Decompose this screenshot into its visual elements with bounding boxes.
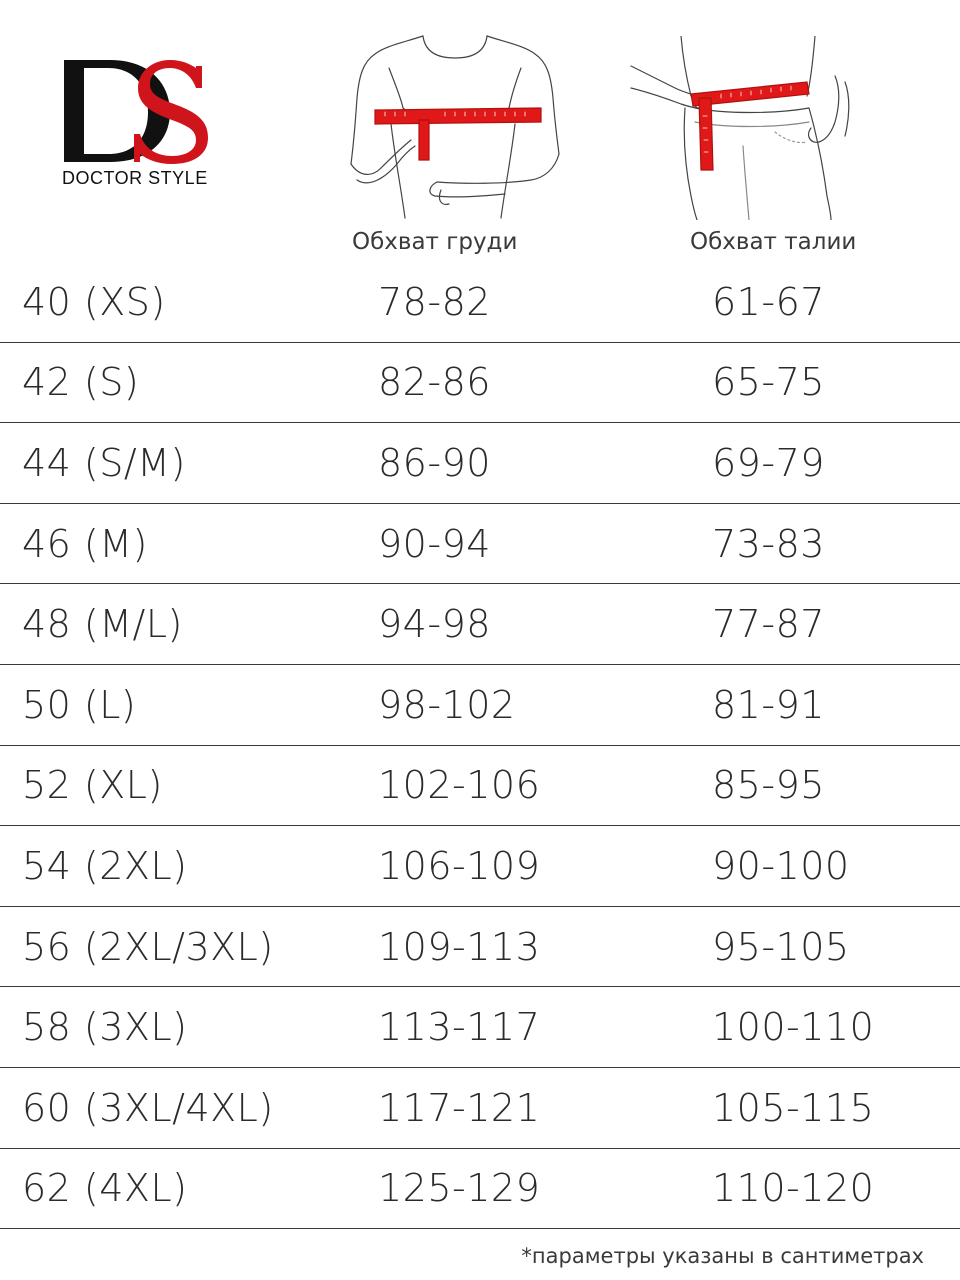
table-row — [0, 262, 960, 343]
chest-cell: 102-106 — [378, 763, 541, 808]
size-cell: 58 (3XL) — [22, 1005, 188, 1050]
waist-cell: 95-105 — [712, 924, 850, 969]
waist-cell: 69-79 — [712, 440, 825, 485]
waist-cell: 61-67 — [712, 279, 825, 324]
chest-cell: 94-98 — [378, 602, 491, 647]
waist-cell: 81-91 — [712, 682, 825, 727]
table-row — [0, 907, 960, 988]
size-cell: 48 (M/L) — [22, 602, 183, 647]
chest-cell: 98-102 — [378, 682, 516, 727]
chest-cell: 90-94 — [378, 521, 491, 566]
size-cell: 62 (4XL) — [22, 1166, 188, 1211]
size-cell: 40 (XS) — [22, 279, 166, 324]
brand-name: DOCTOR STYLE — [62, 168, 208, 188]
size-cell: 56 (2XL/3XL) — [22, 924, 274, 969]
size-cell: 42 (S) — [22, 360, 140, 405]
waist-cell: 105-115 — [712, 1085, 875, 1130]
waist-cell: 100-110 — [712, 1005, 875, 1050]
waist-cell: 65-75 — [712, 360, 825, 405]
chest-cell: 117-121 — [378, 1085, 541, 1130]
chest-cell: 106-109 — [378, 843, 541, 888]
chest-measurement-illustration — [345, 28, 565, 220]
size-cell: 54 (2XL) — [22, 843, 188, 888]
waist-cell: 77-87 — [712, 602, 825, 647]
size-cell: 46 (M) — [22, 521, 148, 566]
table-row — [0, 746, 960, 827]
table-row — [0, 423, 960, 504]
waist-cell: 110-120 — [712, 1166, 875, 1211]
footnote-units: *параметры указаны в сантиметрах — [521, 1244, 924, 1268]
table-row — [0, 1149, 960, 1230]
waist-cell: 90-100 — [712, 843, 850, 888]
chest-cell: 125-129 — [378, 1166, 541, 1211]
table-row — [0, 1068, 960, 1149]
waist-measurement-illustration — [625, 36, 865, 220]
waist-cell: 73-83 — [712, 521, 825, 566]
table-row — [0, 665, 960, 746]
table-row — [0, 504, 960, 585]
table-row — [0, 343, 960, 424]
size-cell: 60 (3XL/4XL) — [22, 1085, 274, 1130]
column-header-chest: Обхват груди — [352, 229, 518, 255]
chest-cell: 82-86 — [378, 360, 491, 405]
size-table — [0, 262, 960, 1229]
waist-cell: 85-95 — [712, 763, 825, 808]
table-row — [0, 826, 960, 907]
size-cell: 52 (XL) — [22, 763, 163, 808]
header — [0, 0, 960, 262]
size-cell: 44 (S/M) — [22, 440, 186, 485]
column-header-waist: Обхват талии — [690, 229, 857, 255]
chest-cell: 86-90 — [378, 440, 491, 485]
size-cell: 50 (L) — [22, 682, 137, 727]
chest-cell: 78-82 — [378, 279, 491, 324]
chest-cell: 109-113 — [378, 924, 541, 969]
table-row — [0, 584, 960, 665]
table-row — [0, 987, 960, 1068]
chest-cell: 113-117 — [378, 1005, 541, 1050]
